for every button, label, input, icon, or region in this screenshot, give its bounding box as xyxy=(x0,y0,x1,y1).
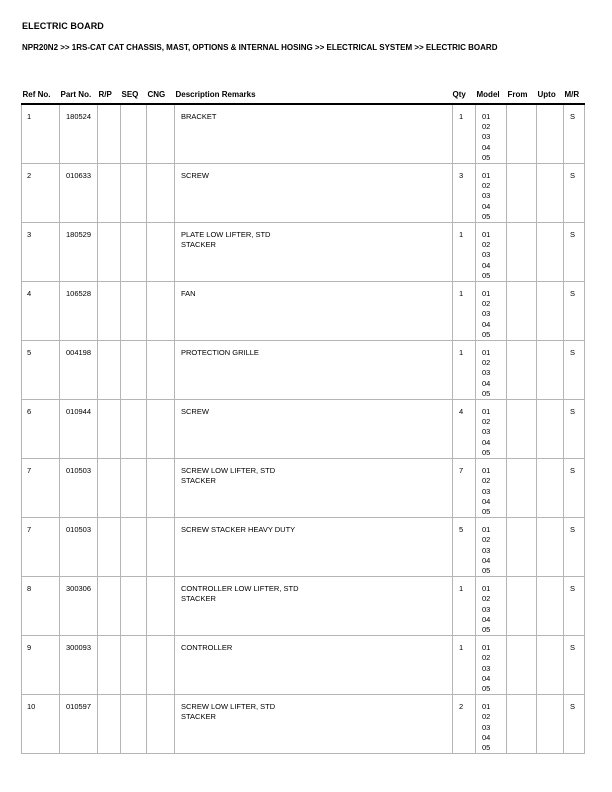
model-code: 04 xyxy=(482,260,491,270)
table-row xyxy=(22,636,585,695)
mr-cell: S xyxy=(564,282,585,341)
ref-cell: 6 xyxy=(22,400,60,459)
cng-cell xyxy=(147,282,175,341)
parts-table xyxy=(21,86,585,754)
model-code: 05 xyxy=(482,565,491,575)
model-code: 02 xyxy=(482,181,491,191)
cng-cell xyxy=(147,104,175,164)
description-cell xyxy=(175,223,453,282)
description-line: SCREW LOW LIFTER, STD xyxy=(181,466,276,476)
model-code: 04 xyxy=(482,437,491,447)
model-code: 04 xyxy=(482,732,491,742)
model-code: 03 xyxy=(482,132,491,142)
upto-cell xyxy=(537,104,564,164)
model-cell xyxy=(476,104,507,164)
col-header-seq: SEQ xyxy=(121,86,147,104)
model-code: 01 xyxy=(482,584,491,594)
model-code: 05 xyxy=(482,447,491,457)
description-line: SCREW STACKER HEAVY DUTY xyxy=(181,525,296,535)
description-line: SCREW LOW LIFTER, STD xyxy=(181,702,276,712)
model-code: 05 xyxy=(482,329,491,339)
ref-cell: 5 xyxy=(22,341,60,400)
ref-cell: 8 xyxy=(22,577,60,636)
mr-cell: S xyxy=(564,577,585,636)
model-code: 03 xyxy=(482,250,491,260)
seq-cell xyxy=(121,577,147,636)
seq-cell xyxy=(121,695,147,754)
part-no-cell: 180529 xyxy=(60,223,98,282)
description-line: STACKER xyxy=(181,240,216,250)
table-row xyxy=(22,518,585,577)
model-code: 03 xyxy=(482,191,491,201)
mr-cell: S xyxy=(564,104,585,164)
qty-cell: 7 xyxy=(453,459,476,518)
from-cell xyxy=(507,400,537,459)
model-code: 04 xyxy=(482,496,491,506)
model-code: 04 xyxy=(482,555,491,565)
rp-cell xyxy=(98,282,121,341)
ref-cell: 3 xyxy=(22,223,60,282)
mr-cell: S xyxy=(564,400,585,459)
description-line: STACKER xyxy=(181,712,216,722)
description-line: STACKER xyxy=(181,476,216,486)
rp-cell xyxy=(98,223,121,282)
model-code: 01 xyxy=(482,525,491,535)
model-code: 03 xyxy=(482,604,491,614)
description-cell xyxy=(175,104,453,164)
model-code: 01 xyxy=(482,230,491,240)
table-row xyxy=(22,104,585,164)
description-line: STACKER xyxy=(181,594,216,604)
mr-cell: S xyxy=(564,223,585,282)
model-code: 04 xyxy=(482,319,491,329)
col-header-qty: Qty xyxy=(453,86,476,104)
part-no-cell: 010597 xyxy=(60,695,98,754)
rp-cell xyxy=(98,341,121,400)
description-line: BRACKET xyxy=(181,112,217,121)
rp-cell xyxy=(98,459,121,518)
description-line: SCREW xyxy=(181,407,209,417)
description-cell xyxy=(175,636,453,695)
col-header-ref: Ref No. xyxy=(22,86,60,104)
upto-cell xyxy=(537,223,564,282)
cng-cell xyxy=(147,341,175,400)
model-code: 04 xyxy=(482,614,491,624)
model-code: 02 xyxy=(482,358,491,368)
part-no-cell: 010503 xyxy=(60,459,98,518)
upto-cell xyxy=(537,282,564,341)
model-cell xyxy=(476,636,507,695)
table-row xyxy=(22,695,585,754)
qty-cell: 1 xyxy=(453,282,476,341)
model-cell xyxy=(476,695,507,754)
description-cell xyxy=(175,459,453,518)
part-no-cell: 180524 xyxy=(60,104,98,164)
from-cell xyxy=(507,518,537,577)
col-header-desc: Description Remarks xyxy=(175,86,453,104)
description-cell xyxy=(175,695,453,754)
rp-cell xyxy=(98,164,121,223)
model-code: 04 xyxy=(482,201,491,211)
model-code: 03 xyxy=(482,309,491,319)
seq-cell xyxy=(121,223,147,282)
from-cell xyxy=(507,164,537,223)
ref-cell: 9 xyxy=(22,636,60,695)
model-code: 02 xyxy=(482,240,491,250)
model-code: 03 xyxy=(482,427,491,437)
table-row xyxy=(22,223,585,282)
from-cell xyxy=(507,695,537,754)
qty-cell: 3 xyxy=(453,164,476,223)
qty-cell: 1 xyxy=(453,341,476,400)
model-code: 05 xyxy=(482,270,491,280)
seq-cell xyxy=(121,459,147,518)
table-row xyxy=(22,577,585,636)
table-row xyxy=(22,341,585,400)
ref-cell: 2 xyxy=(22,164,60,223)
model-cell xyxy=(476,341,507,400)
description-cell xyxy=(175,400,453,459)
description-line: PROTECTION GRILLE xyxy=(181,348,259,358)
model-code: 02 xyxy=(482,299,491,309)
upto-cell xyxy=(537,518,564,577)
model-code: 03 xyxy=(482,486,491,496)
model-cell xyxy=(476,282,507,341)
model-cell xyxy=(476,518,507,577)
from-cell xyxy=(507,636,537,695)
part-no-cell: 010633 xyxy=(60,164,98,223)
model-code: 01 xyxy=(482,643,491,653)
parts-table-body xyxy=(22,104,585,754)
cng-cell xyxy=(147,577,175,636)
cng-cell xyxy=(147,459,175,518)
model-code: 05 xyxy=(482,152,491,162)
cng-cell xyxy=(147,164,175,223)
table-header-row xyxy=(22,86,585,104)
cng-cell xyxy=(147,400,175,459)
model-code: 01 xyxy=(482,171,491,181)
cng-cell xyxy=(147,223,175,282)
mr-cell: S xyxy=(564,459,585,518)
col-header-upto: Upto xyxy=(537,86,564,104)
rp-cell xyxy=(98,400,121,459)
seq-cell xyxy=(121,282,147,341)
seq-cell xyxy=(121,636,147,695)
model-code: 02 xyxy=(482,476,491,486)
model-code: 03 xyxy=(482,722,491,732)
model-code: 02 xyxy=(482,122,491,132)
qty-cell: 1 xyxy=(453,577,476,636)
table-row xyxy=(22,282,585,341)
qty-cell: 5 xyxy=(453,518,476,577)
model-code: 02 xyxy=(482,535,491,545)
model-code: 04 xyxy=(482,142,491,152)
model-code: 05 xyxy=(482,388,491,398)
qty-cell: 1 xyxy=(453,104,476,164)
col-header-from: From xyxy=(507,86,537,104)
qty-cell: 2 xyxy=(453,695,476,754)
ref-cell: 1 xyxy=(22,104,60,164)
model-code: 05 xyxy=(482,624,491,634)
qty-cell: 1 xyxy=(453,636,476,695)
description-line: FAN xyxy=(181,289,196,299)
model-code: 03 xyxy=(482,368,491,378)
from-cell xyxy=(507,341,537,400)
upto-cell xyxy=(537,164,564,223)
from-cell xyxy=(507,282,537,341)
col-header-part: Part No. xyxy=(60,86,98,104)
from-cell xyxy=(507,104,537,164)
description-cell xyxy=(175,518,453,577)
model-code: 03 xyxy=(482,545,491,555)
part-no-cell: 106528 xyxy=(60,282,98,341)
part-no-cell: 004198 xyxy=(60,341,98,400)
model-code: 02 xyxy=(482,653,491,663)
ref-cell: 7 xyxy=(22,459,60,518)
ref-cell: 7 xyxy=(22,518,60,577)
part-no-cell: 300093 xyxy=(60,636,98,695)
rp-cell xyxy=(98,518,121,577)
cng-cell xyxy=(147,636,175,695)
upto-cell xyxy=(537,695,564,754)
model-code: 01 xyxy=(482,348,491,358)
upto-cell xyxy=(537,400,564,459)
ref-cell: 4 xyxy=(22,282,60,341)
model-code: 05 xyxy=(482,211,491,221)
model-code: 01 xyxy=(482,112,491,121)
model-code: 01 xyxy=(482,702,491,712)
model-code: 02 xyxy=(482,417,491,427)
from-cell xyxy=(507,223,537,282)
from-cell xyxy=(507,577,537,636)
description-line: CONTROLLER LOW LIFTER, STD xyxy=(181,584,299,594)
model-code: 04 xyxy=(482,673,491,683)
mr-cell: S xyxy=(564,695,585,754)
model-code: 05 xyxy=(482,742,491,752)
breadcrumb: NPR20N2 >> 1RS-CAT CAT CHASSIS, MAST, OPTIONS & INTERNAL HOSING >> ELECTRICAL SYSTEM >> ELECTRIC BOARD xyxy=(22,43,498,52)
model-code: 01 xyxy=(482,407,491,417)
page-title: ELECTRIC BOARD xyxy=(22,21,104,31)
seq-cell xyxy=(121,104,147,164)
col-header-mr: M/R xyxy=(564,86,585,104)
mr-cell: S xyxy=(564,164,585,223)
upto-cell xyxy=(537,577,564,636)
mr-cell: S xyxy=(564,341,585,400)
model-code: 02 xyxy=(482,594,491,604)
seq-cell xyxy=(121,164,147,223)
col-header-model: Model xyxy=(476,86,507,104)
cng-cell xyxy=(147,695,175,754)
qty-cell: 1 xyxy=(453,223,476,282)
col-header-cng: CNG xyxy=(147,86,175,104)
table-row xyxy=(22,400,585,459)
description-line: CONTROLLER xyxy=(181,643,233,653)
ref-cell: 10 xyxy=(22,695,60,754)
model-code: 05 xyxy=(482,506,491,516)
col-header-rp: R/P xyxy=(98,86,121,104)
description-line: PLATE LOW LIFTER, STD xyxy=(181,230,271,240)
seq-cell xyxy=(121,400,147,459)
model-code: 05 xyxy=(482,683,491,693)
description-line: SCREW xyxy=(181,171,209,181)
model-cell xyxy=(476,459,507,518)
cng-cell xyxy=(147,518,175,577)
model-code: 01 xyxy=(482,289,491,299)
mr-cell: S xyxy=(564,518,585,577)
description-cell xyxy=(175,341,453,400)
part-no-cell: 010503 xyxy=(60,518,98,577)
rp-cell xyxy=(98,636,121,695)
rp-cell xyxy=(98,577,121,636)
part-no-cell: 010944 xyxy=(60,400,98,459)
upto-cell xyxy=(537,341,564,400)
model-code: 01 xyxy=(482,466,491,476)
rp-cell xyxy=(98,695,121,754)
from-cell xyxy=(507,459,537,518)
description-cell xyxy=(175,577,453,636)
model-code: 03 xyxy=(482,663,491,673)
seq-cell xyxy=(121,518,147,577)
table-row xyxy=(22,164,585,223)
description-cell xyxy=(175,282,453,341)
model-cell xyxy=(476,400,507,459)
part-no-cell: 300306 xyxy=(60,577,98,636)
qty-cell: 4 xyxy=(453,400,476,459)
seq-cell xyxy=(121,341,147,400)
model-cell xyxy=(476,577,507,636)
model-code: 04 xyxy=(482,378,491,388)
upto-cell xyxy=(537,459,564,518)
upto-cell xyxy=(537,636,564,695)
rp-cell xyxy=(98,104,121,164)
description-cell xyxy=(175,164,453,223)
table-row xyxy=(22,459,585,518)
mr-cell: S xyxy=(564,636,585,695)
model-cell xyxy=(476,164,507,223)
model-cell xyxy=(476,223,507,282)
model-code: 02 xyxy=(482,712,491,722)
